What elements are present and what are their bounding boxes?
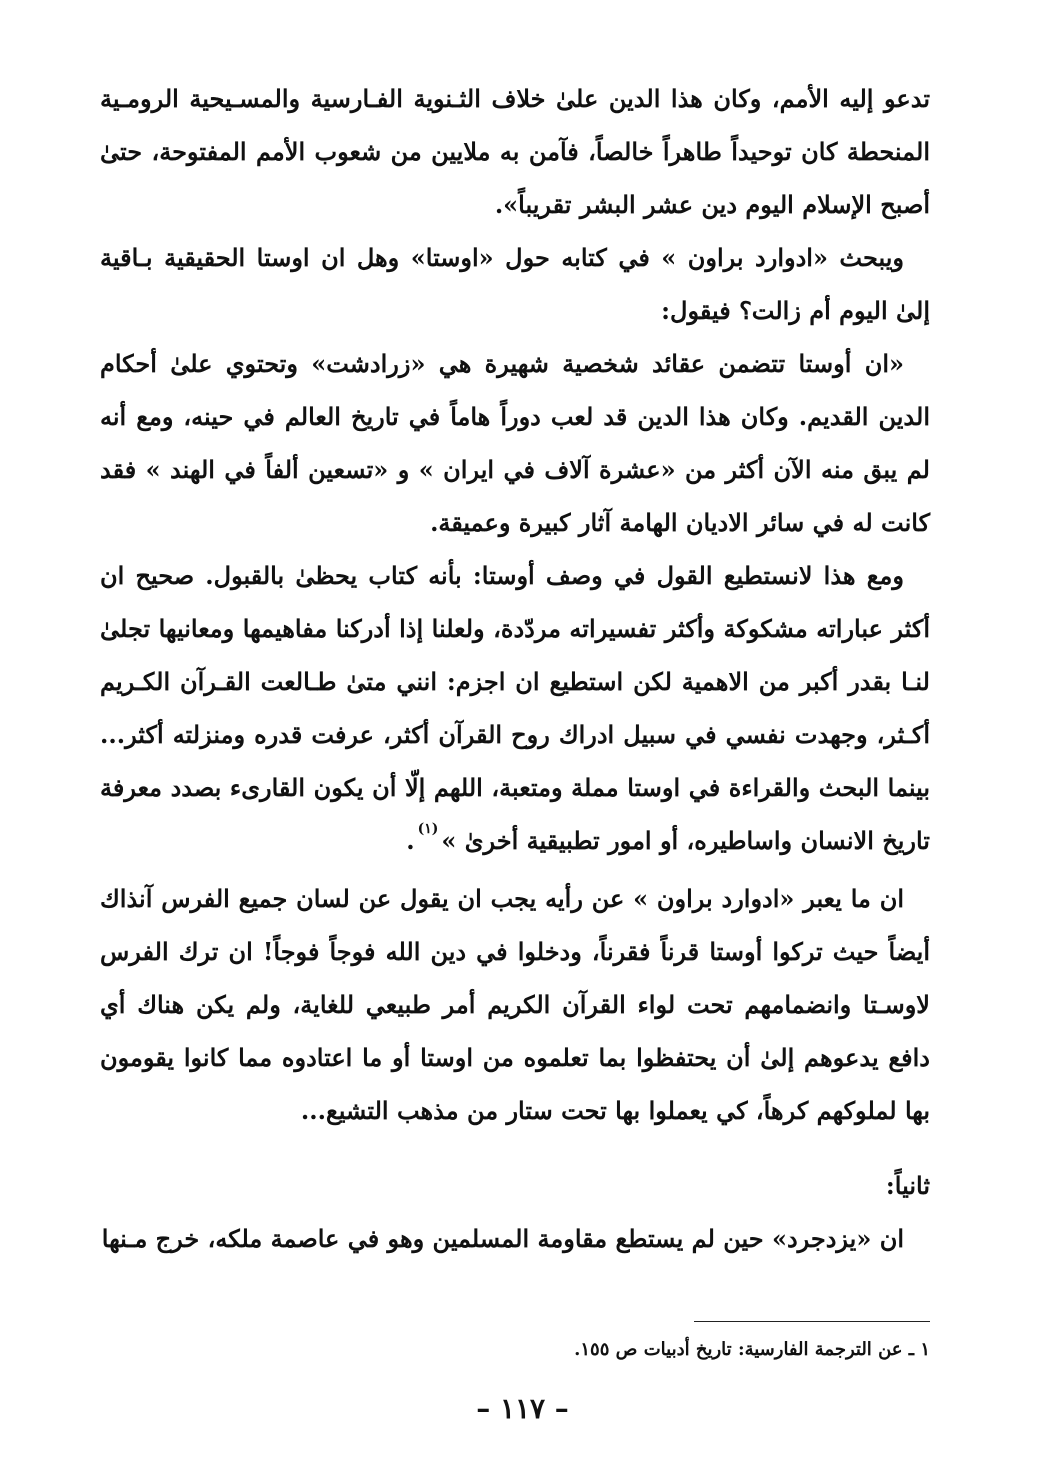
section-heading: ثانياً: [885, 1171, 930, 1200]
paragraph-2: ويبحث «ادوارد براون » في كتابه حول «اوستا» وهل ان اوستا الحقيقية بـاقية إلىٰ اليوم أم زالت؟ فيقول: [100, 243, 930, 325]
main-text [100, 72, 930, 1265]
footnote: ١ ـ عن الترجمة الفارسية: تاريخ أدبيات ص ١٥٥. [574, 1339, 930, 1360]
footnote-divider [694, 1321, 930, 1322]
paragraph-1: تدعو إليه الأمم، وكان هذا الدين علىٰ خلاف الثـنوية الفـارسية والمسـيحية الرومـية المنحطة كان توحيداً طاهراً خالصاً، فآمن به ملايين من شعوب الأمم المفتوحة، حتىٰ أصبح الإسلام اليوم دين عشر البشر تقريباً». [100, 84, 930, 219]
paragraph-5: ان ما يعبر «ادوارد براون » عن رأيه يجب ان يقول عن لسان جميع الفرس آنذاك أيضاً حيث تركوا أوستا قرناً فقرناً، ودخلوا في دين الله فوجاً فوجاً! ان ترك الفرس لاوسـتا وانضمامهم تحت لواء القرآن الكريم أمر طبيعي للغاية، ولم يكن هناك أي دافع يدعوهم إلىٰ أن يحتفظوا بما تعلموه من اوستا أو ما اعتادوه مما كانوا يقومون بها لملوكهم كرهاً، كي يعملوا بها تحت ستار من مذهب التشيع... [100, 884, 930, 1125]
paragraph-4-end: . [406, 826, 415, 855]
page-number: – ١١٧ – [476, 1392, 569, 1425]
paragraph-3: «ان أوستا تتضمن عقائد شخصية شهيرة هي «زرادشت» وتحتوي علىٰ أحكام الدين القديم. وكان هذا الدين قد لعب دوراً هاماً في تاريخ العالم في حينه، ومع أنه لم يبق منه الآن أكثر من «عشرة آلاف في ايران » و «تسعين ألفاً في الهند » فقد كانت له في سائر الاديان الهامة آثار كبيرة وعميقة. [100, 349, 930, 537]
paragraph-4 [100, 549, 930, 872]
paragraph-6: ان «يزدجرد» حين لم يستطع مقاومة المسلمين وهو في عاصمة ملكه، خرج مـنها [101, 1224, 904, 1253]
footnote-marker: (١) [417, 821, 439, 837]
paragraph-4-text: ومع هذا لانستطيع القول في وصف أوستا: بأنه كتاب يحظىٰ بالقبول. صحيح ان أكثر عباراته مشكوكة وأكثر تفسيراته مردّدة، ولعلنا إذا أدركنا مفاهيمها ومعانيها تجلىٰ لنـا بقدر أكبر من الاهمية لكن استطيع ان اجزم: انني متىٰ طـالعت القـرآن الكـريم أكـثر، وجهدت نفسي في سبيل ادراك روح القرآن أكثر، عرفت قدره ومنزلته أكثر... بينما البحث والقراءة في اوستا مملة ومتعبة، اللهم إلّا أن يكون القارىء بصدد معرفة تاريخ الانسان واساطيره، أو امور تطبيقية أخرىٰ » [100, 561, 931, 855]
